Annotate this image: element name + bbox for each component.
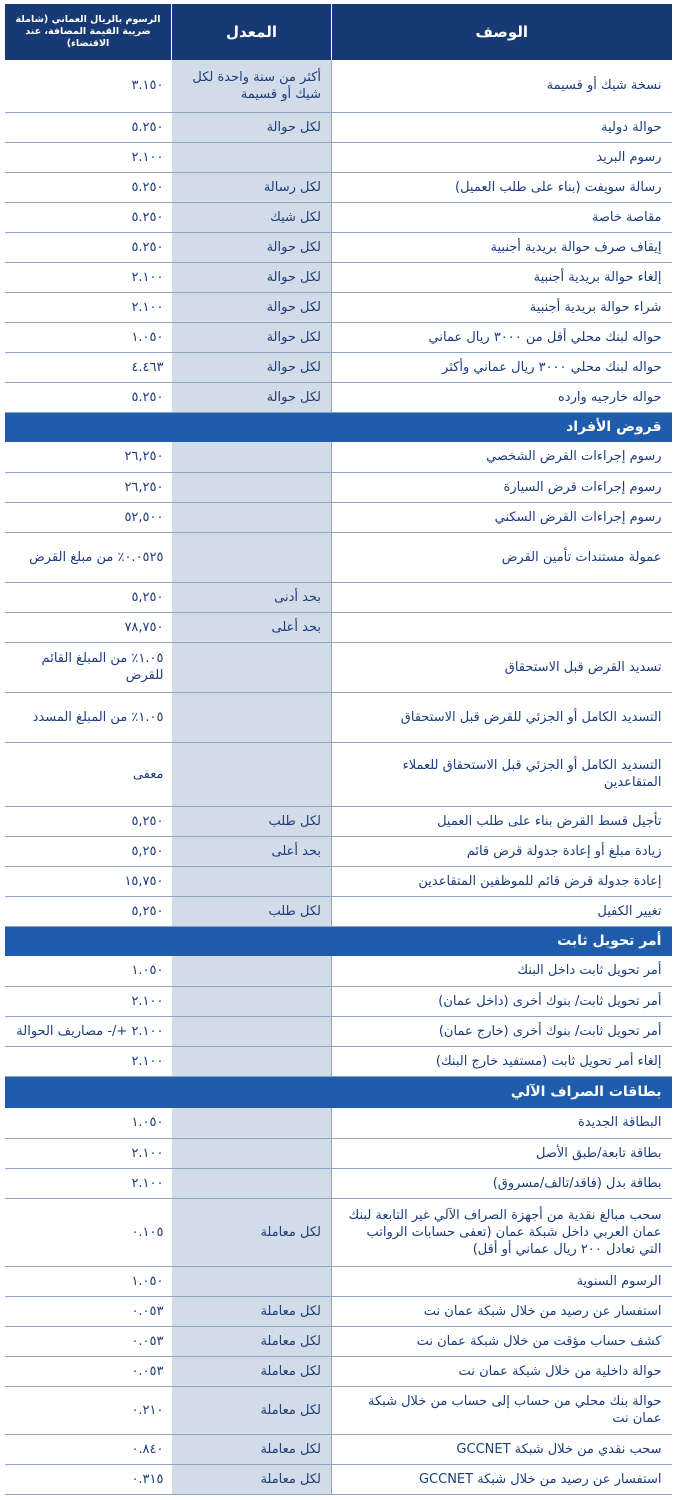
fee-cell: ٥,٢٥٠	[5, 836, 172, 866]
fee-cell: ٢.١٠٠ +/- مصاريف الحوالة	[5, 1016, 172, 1046]
description-cell: الرسوم السنوية	[332, 1266, 672, 1296]
fee-cell: ١.٠٥٠	[5, 956, 172, 986]
fee-cell: ٥.٢٥٠	[5, 112, 172, 142]
table-header-row	[5, 4, 672, 60]
section-header-row	[5, 926, 672, 956]
fee-cell: ٥.٢٥٠	[5, 202, 172, 232]
description-cell: رسالة سويفت (بناء على طلب العميل)	[332, 172, 672, 202]
rate-cell	[172, 1266, 332, 1296]
rate-cell: لكل معاملة	[172, 1434, 332, 1464]
fee-cell: ٢.١٠٠	[5, 1138, 172, 1168]
fee-cell: ٠.٠٥٣	[5, 1356, 172, 1386]
fee-schedule-table	[4, 4, 672, 1495]
table-row	[5, 986, 672, 1016]
table-row	[5, 896, 672, 926]
rate-cell	[172, 532, 332, 582]
description-cell: مقاصة خاصة	[332, 202, 672, 232]
rate-cell: لكل معاملة	[172, 1386, 332, 1434]
description-cell: رسوم إجراءات القرض السكني	[332, 502, 672, 532]
fee-cell: ٠.١٠٥	[5, 1198, 172, 1266]
table-row	[5, 472, 672, 502]
rate-cell: لكل شيك	[172, 202, 332, 232]
table-row	[5, 232, 672, 262]
fee-cell: ٥٢,٥٠٠	[5, 502, 172, 532]
table-row	[5, 642, 672, 692]
fee-cell: ٠.٠٥٢٥٪ من مبلغ القرض	[5, 532, 172, 582]
rate-cell: بحد أعلى	[172, 612, 332, 642]
table-row	[5, 612, 672, 642]
rate-cell	[172, 642, 332, 692]
description-cell: تسديد القرض قبل الاستحقاق	[332, 642, 672, 692]
fee-cell: ٢.١٠٠	[5, 142, 172, 172]
fee-cell: ١٥,٧٥٠	[5, 866, 172, 896]
table-row	[5, 442, 672, 472]
description-cell: حوالة بنك محلي من حساب إلى حساب من خلال شبكة عمان نت	[332, 1386, 672, 1434]
description-cell: أمر تحويل ثابت داخل البنك	[332, 956, 672, 986]
rate-cell	[172, 742, 332, 806]
section-title: قروض الأفراد	[5, 412, 672, 442]
description-cell	[332, 612, 672, 642]
fee-cell: ٢.١٠٠	[5, 262, 172, 292]
description-cell: حواله لبنك محلي ٣٠٠٠ ريال عماني وأكثر	[332, 352, 672, 382]
fee-cell: ٥,٢٥٠	[5, 582, 172, 612]
fee-table-container	[4, 4, 671, 1495]
rate-cell: لكل معاملة	[172, 1356, 332, 1386]
fee-cell: ٤.٤٦٣	[5, 352, 172, 382]
description-cell: التسديد الكامل أو الجزئي للقرض قبل الاستحقاق	[332, 692, 672, 742]
rate-cell: لكل حوالة	[172, 112, 332, 142]
rate-cell: لكل رسالة	[172, 172, 332, 202]
rate-cell	[172, 1016, 332, 1046]
fee-cell: ٠.٢١٠	[5, 1386, 172, 1434]
table-row	[5, 1108, 672, 1138]
column-header-description: الوصف	[332, 4, 672, 60]
description-cell: إيقاف صرف حوالة بريدية أجنبية	[332, 232, 672, 262]
fee-cell: ١.٠٥٠	[5, 1108, 172, 1138]
fee-cell: ١.٠٥٪ من المبلغ المسدد	[5, 692, 172, 742]
description-cell: استفسار عن رصيد من خلال شبكة GCCNET	[332, 1464, 672, 1494]
description-cell: حواله لبنك محلي أقل من ٣٠٠٠ ريال عماني	[332, 322, 672, 352]
description-cell: سحب نقدي من خلال شبكة GCCNET	[332, 1434, 672, 1464]
fee-cell: ٧٨,٧٥٠	[5, 612, 172, 642]
section-header-row	[5, 412, 672, 442]
rate-cell: أكثر من سنة واحدة لكل شيك أو قسيمة	[172, 60, 332, 112]
description-cell: حواله خارجيه وارده	[332, 382, 672, 412]
fee-cell: ٠.٣١٥	[5, 1464, 172, 1494]
fee-cell: معفى	[5, 742, 172, 806]
rate-cell	[172, 1108, 332, 1138]
fee-cell: ٢.١٠٠	[5, 1046, 172, 1076]
fee-cell: ٥.٢٥٠	[5, 172, 172, 202]
table-row	[5, 866, 672, 896]
description-cell: رسوم إجراءات قرض السيارة	[332, 472, 672, 502]
table-row	[5, 836, 672, 866]
table-row	[5, 322, 672, 352]
table-row	[5, 262, 672, 292]
rate-cell	[172, 1046, 332, 1076]
description-cell: شراء حوالة بريدية أجنبية	[332, 292, 672, 322]
description-cell: سحب مبالغ نقدية من أجهزة الصراف الآلي غير التابعة لبنك عمان العربي داخل شبكة عمان (تعفى حسابات الرواتب التي تعادل ٢٠٠ ريال عماني أو أقل)	[332, 1198, 672, 1266]
fee-cell: ٥.٢٥٠	[5, 232, 172, 262]
rate-cell	[172, 502, 332, 532]
table-row	[5, 1198, 672, 1266]
table-row	[5, 112, 672, 142]
table-row	[5, 382, 672, 412]
fee-cell: ٣.١٥٠	[5, 60, 172, 112]
rate-cell	[172, 956, 332, 986]
section-header-row	[5, 1076, 672, 1108]
table-row	[5, 956, 672, 986]
table-row	[5, 1386, 672, 1434]
table-row	[5, 142, 672, 172]
fee-cell: ٢٦,٢٥٠	[5, 472, 172, 502]
rate-cell	[172, 472, 332, 502]
column-header-rate: المعدل	[172, 4, 332, 60]
rate-cell	[172, 1138, 332, 1168]
fee-cell: ٢.١٠٠	[5, 1168, 172, 1198]
rate-cell: لكل حوالة	[172, 262, 332, 292]
table-row	[5, 1168, 672, 1198]
description-cell: إعادة جدولة قرض قائم للموظفين المتقاعدين	[332, 866, 672, 896]
table-row	[5, 1046, 672, 1076]
description-cell: عمولة مستندات تأمين القرض	[332, 532, 672, 582]
fee-cell: ٥,٢٥٠	[5, 896, 172, 926]
table-row	[5, 292, 672, 322]
fee-cell: ١.٠٥٠	[5, 1266, 172, 1296]
rate-cell: لكل طلب	[172, 806, 332, 836]
table-row	[5, 582, 672, 612]
table-row	[5, 1296, 672, 1326]
rate-cell: لكل معاملة	[172, 1326, 332, 1356]
fee-cell: ١.٠٥٪ من المبلغ القائم للقرض	[5, 642, 172, 692]
fee-cell: ٠.٠٥٣	[5, 1326, 172, 1356]
rate-cell	[172, 692, 332, 742]
table-row	[5, 1016, 672, 1046]
table-row	[5, 352, 672, 382]
rate-cell: لكل طلب	[172, 896, 332, 926]
table-row	[5, 1434, 672, 1464]
description-cell: إلغاء حوالة بريدية أجنبية	[332, 262, 672, 292]
description-cell: أمر تحويل ثابت/ بنوك أخرى (داخل عمان)	[332, 986, 672, 1016]
rate-cell: بحد أدنى	[172, 582, 332, 612]
rate-cell: لكل حوالة	[172, 352, 332, 382]
table-row	[5, 60, 672, 112]
description-cell: البطاقة الجديدة	[332, 1108, 672, 1138]
description-cell: رسوم إجراءات القرض الشخصي	[332, 442, 672, 472]
rate-cell	[172, 442, 332, 472]
description-cell: إلغاء أمر تحويل ثابت (مستفيد خارج البنك)	[332, 1046, 672, 1076]
table-row	[5, 806, 672, 836]
rate-cell: لكل حوالة	[172, 232, 332, 262]
description-cell: التسديد الكامل أو الجزئي قبل الاستحقاق للعملاء المتقاعدين	[332, 742, 672, 806]
description-cell: زيادة مبلغ أو إعادة جدولة قرض قائم	[332, 836, 672, 866]
description-cell: نسخة شيك أو قسيمة	[332, 60, 672, 112]
fee-cell: ٠.٨٤٠	[5, 1434, 172, 1464]
description-cell: بطاقة تابعة/طبق الأصل	[332, 1138, 672, 1168]
description-cell	[332, 582, 672, 612]
description-cell: تغيير الكفيل	[332, 896, 672, 926]
rate-cell: لكل حوالة	[172, 292, 332, 322]
table-row	[5, 1356, 672, 1386]
table-row	[5, 202, 672, 232]
column-header-fee: الرسوم بالريال العماني (شاملة ضريبة القيمة المضافة، عند الاقتضاء)	[5, 4, 172, 60]
table-row	[5, 1138, 672, 1168]
description-cell: أمر تحويل ثابت/ بنوك أخرى (خارج عمان)	[332, 1016, 672, 1046]
rate-cell: لكل حوالة	[172, 382, 332, 412]
description-cell: حوالة داخلية من خلال شبكة عمان نت	[332, 1356, 672, 1386]
table-row	[5, 1464, 672, 1494]
table-row	[5, 1326, 672, 1356]
description-cell: حوالة دولية	[332, 112, 672, 142]
table-row	[5, 692, 672, 742]
rate-cell	[172, 986, 332, 1016]
fee-cell: ٢.١٠٠	[5, 986, 172, 1016]
table-row	[5, 172, 672, 202]
description-cell: استفسار عن رصيد من خلال شبكة عمان نت	[332, 1296, 672, 1326]
section-title: أمر تحويل ثابت	[5, 926, 672, 956]
description-cell: رسوم البريد	[332, 142, 672, 172]
description-cell: كشف حساب مؤقت من خلال شبكة عمان نت	[332, 1326, 672, 1356]
fee-cell: ٠.٠٥٣	[5, 1296, 172, 1326]
fee-cell: ١.٠٥٠	[5, 322, 172, 352]
section-title: بطاقات الصراف الآلي	[5, 1076, 672, 1108]
table-row	[5, 502, 672, 532]
rate-cell: بحد أعلى	[172, 836, 332, 866]
rate-cell	[172, 142, 332, 172]
fee-cell: ٥,٢٥٠	[5, 806, 172, 836]
fee-cell: ٢٦,٢٥٠	[5, 442, 172, 472]
table-row	[5, 742, 672, 806]
fee-cell: ٥.٢٥٠	[5, 382, 172, 412]
description-cell: بطاقة بدل (فاقد/تالف/مسروق)	[332, 1168, 672, 1198]
fee-cell: ٢.١٠٠	[5, 292, 172, 322]
table-row	[5, 1266, 672, 1296]
fee-table-body	[5, 60, 672, 1494]
rate-cell: لكل حوالة	[172, 322, 332, 352]
description-cell: تأجيل قسط القرض بناء على طلب العميل	[332, 806, 672, 836]
rate-cell	[172, 866, 332, 896]
rate-cell: لكل معاملة	[172, 1464, 332, 1494]
table-row	[5, 532, 672, 582]
rate-cell: لكل معاملة	[172, 1198, 332, 1266]
rate-cell: لكل معاملة	[172, 1296, 332, 1326]
rate-cell	[172, 1168, 332, 1198]
